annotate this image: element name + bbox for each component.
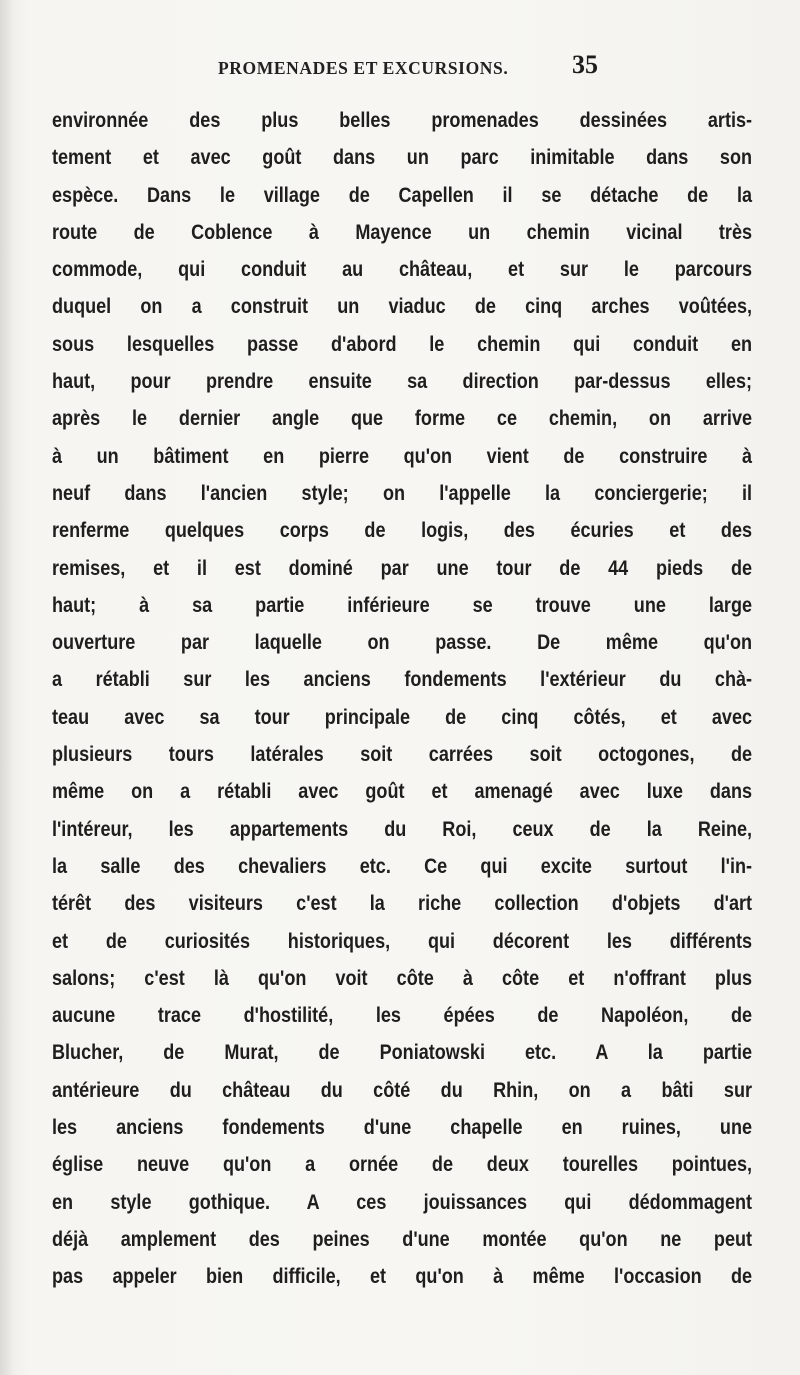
text-line: après le dernier angle que forme ce chemin, on arrive [52,407,753,431]
text-line: térêt des visiteurs c'est la riche collection d'objets d'art [52,892,753,916]
text-line: environnée des plus belles promenades dessinées artis- [52,109,753,132]
page-header [0,50,800,84]
text-line: Blucher, de Murat, de Poniatowski etc. A la partie [52,1041,753,1065]
body-text [52,102,752,1296]
page-number: 35 [572,50,598,79]
text-line: aucune trace d'hostilité, les épées de Napoléon, de [52,1004,753,1028]
text-line: duquel on a construit un viaduc de cinq arches voûtées, [52,295,753,319]
text-line: à un bâtiment en pierre qu'on vient de construire à [52,444,753,468]
text-line: église neuve qu'on a ornée de deux tourelles pointues, [52,1153,753,1177]
text-line: a rétabli sur les anciens fondements l'extérieur du chà- [52,668,753,692]
text-line: déjà amplement des peines d'une montée qu'on ne peut [52,1227,753,1251]
text-line: antérieure du château du côté du Rhin, on a bâti sur [52,1078,753,1102]
text-line: haut, pour prendre ensuite sa direction par-dessus elles; [52,370,753,394]
text-line: même on a rétabli avec goût et amenagé avec luxe dans [52,780,753,804]
text-line: pas appeler bien difficile, et qu'on à même l'occasion de [52,1265,753,1289]
text-line: renferme quelques corps de logis, des écuries et des [52,519,753,543]
text-line: teau avec sa tour principale de cinq côtés, et avec [52,705,753,729]
text-line: commode, qui conduit au château, et sur le parcours [52,258,753,282]
text-line: remises, et il est dominé par une tour de 44 pieds de [52,556,753,580]
text-line: tement et avec goût dans un parc inimitable dans son [52,146,753,170]
text-line: et de curiosités historiques, qui décorent les différents [52,929,753,953]
text-line: neuf dans l'ancien style; on l'appelle la conciergerie; il [52,481,753,505]
text-line: les anciens fondements d'une chapelle en ruines, une [52,1116,753,1140]
text-line: plusieurs tours latérales soit carrées soit octogones, de [52,743,753,767]
text-line: sous lesquelles passe d'abord le chemin qui conduit en [52,332,753,356]
text-line: salons; c'est là qu'on voit côte à côte et n'offrant plus [52,966,753,990]
text-line: la salle des chevaliers etc. Ce qui excite surtout l'in- [52,854,753,878]
gutter-shadow [0,0,14,1375]
text-line: ouverture par laquelle on passe. De même qu'on [52,631,753,655]
running-title: PROMENADES ET EXCURSIONS. [218,58,509,78]
text-line: haut; à sa partie inférieure se trouve une large [52,593,753,617]
text-line: route de Coblence à Mayence un chemin vicinal très [52,220,753,244]
text-line: l'intéreur, les appartements du Roi, ceux de la Reine, [52,817,753,841]
text-line: espèce. Dans le village de Capellen il se détache de la [52,183,753,207]
text-line: en style gothique. A ces jouissances qui dédommagent [52,1190,753,1214]
